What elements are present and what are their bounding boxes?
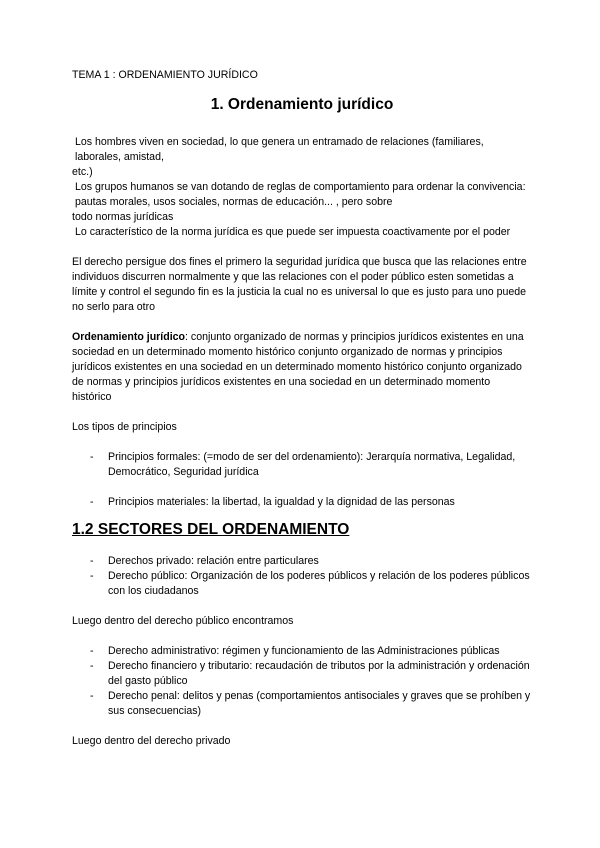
intro-paragraph-1-end: etc.)	[72, 166, 93, 178]
dash-bullet: -	[90, 690, 94, 702]
principios-list	[72, 450, 532, 480]
list-item	[72, 450, 532, 480]
principios-intro: Los tipos de principios	[72, 421, 177, 433]
list-item	[72, 689, 532, 719]
definition-term: Ordenamiento jurídico	[72, 331, 186, 343]
list-item-text: Derecho administrativo: régimen y funcionamiento de las Administraciones públicas	[108, 645, 500, 657]
list-item	[72, 495, 532, 510]
list-item-text: Principios formales: (=modo de ser del ordenamiento): Jerarquía normativa, Legalidad, Democrático, Seguridad jurídica	[108, 451, 516, 478]
fines-paragraph: El derecho persigue dos fines el primero la seguridad jurídica que busca que las relaciones entre individuos discurren normalmente y que las relaciones con el poder público esten sometidas a límite y control el segundo fin es la justicia la cual no es universal lo que es justo para uno puede no serlo para otro	[72, 256, 527, 313]
list-item-text: Principios materiales: la libertad, la igualdad y la dignidad de las personas	[108, 496, 455, 508]
list-item	[72, 569, 532, 599]
sectores-list	[72, 554, 532, 599]
dash-bullet: -	[90, 451, 94, 463]
list-item	[72, 554, 532, 569]
list-item	[72, 659, 532, 689]
dash-bullet: -	[90, 645, 94, 657]
definition-paragraph	[72, 330, 532, 405]
dash-bullet: -	[90, 555, 94, 567]
dash-bullet: -	[90, 570, 94, 582]
document-content	[72, 68, 532, 749]
privado-intro: Luego dentro del derecho privado	[72, 735, 231, 747]
intro-paragraph-2: Los grupos humanos se van dotando de reglas de comportamiento para ordenar la convivencia: pautas morales, usos sociales, normas de educación... , pero sobre	[75, 181, 526, 208]
list-item	[72, 644, 532, 659]
publico-intro: Luego dentro del derecho público encontramos	[72, 615, 294, 627]
section-title-sectores: 1.2 SECTORES DEL ORDENAMIENTO	[72, 521, 350, 538]
list-item-text: Derecho público: Organización de los poderes públicos y relación de los poderes públicos con los ciudadanos	[108, 570, 530, 597]
publico-list	[72, 644, 532, 719]
definition-text: : conjunto organizado de normas y principios jurídicos existentes en una sociedad en un determinado momento histórico conjunto organizado de normas y principios jurídicos existentes en una sociedad en un determinado momento histórico conjunto organizado de normas y principios jurídicos existentes en una sociedad en un determinado momento histórico	[72, 331, 524, 403]
list-item-text: Derechos privado: relación entre particulares	[108, 555, 319, 567]
dash-bullet: -	[90, 660, 94, 672]
intro-paragraph-1: Los hombres viven en sociedad, lo que genera un entramado de relaciones (familiares, laborales, amistad,	[75, 136, 484, 163]
list-item-text: Derecho penal: delitos y penas (comportamientos antisociales y graves que se prohíben y sus consecuencias)	[108, 690, 531, 717]
list-item-text: Derecho financiero y tributario: recaudación de tributos por la administración y ordenación del gasto público	[108, 660, 530, 687]
document-header: TEMA 1 : ORDENAMIENTO JURÍDICO	[72, 69, 258, 81]
document-title: 1. Ordenamiento jurídico	[210, 96, 394, 113]
intro-paragraph-3: Lo característico de la norma jurídica es que puede ser impuesta coactivamente por el poder	[75, 226, 511, 238]
intro-paragraph-2-end: todo normas jurídicas	[72, 211, 174, 223]
principios-list-2	[72, 495, 532, 510]
dash-bullet: -	[90, 496, 94, 508]
